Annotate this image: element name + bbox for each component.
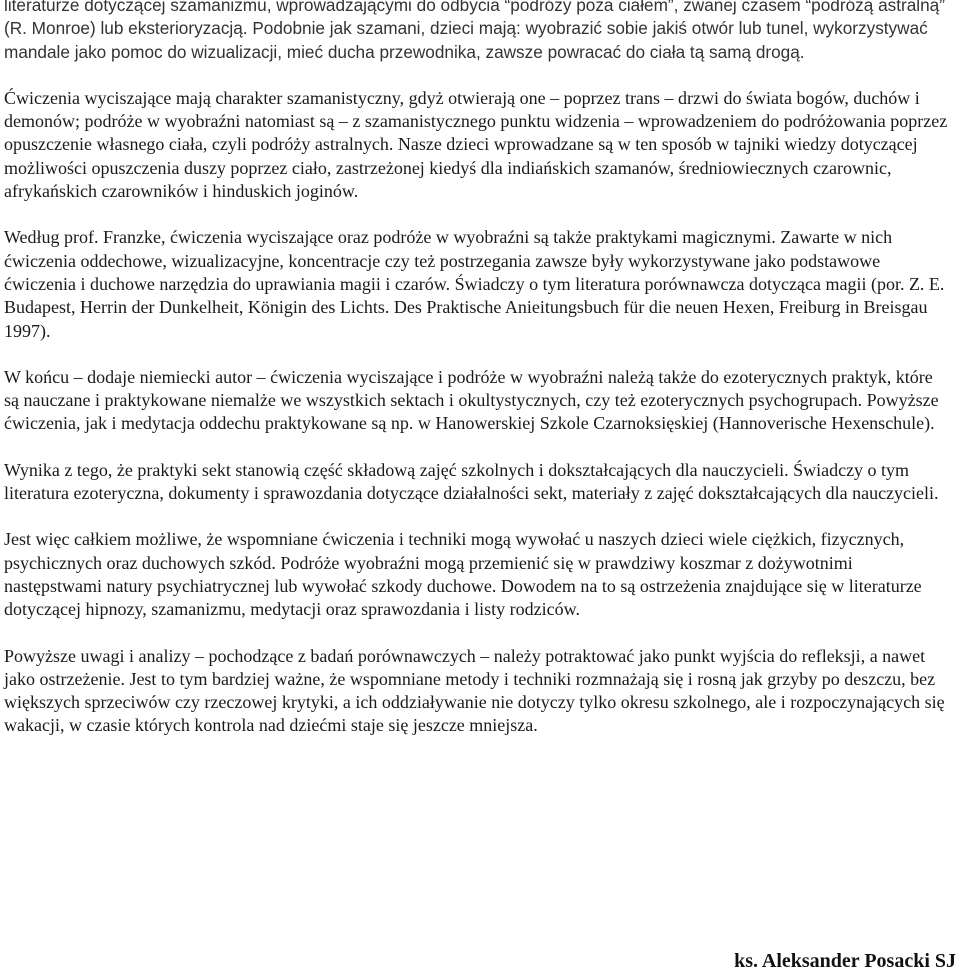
paragraph-esoteric-practices: W końcu – dodaje niemiecki autor – ćwiczenia wyciszające i podróże w wyobraźni należą także do ezoterycznych praktyk, które są nauczane i praktykowane niemalże we wszystkich sektach i okultystycznych, czy też ezoterycznych psychogrupach. Powyższe ćwiczenia, jak i medytacja oddechu praktykowane są np. w Hanowerskiej Szkole Czarnoksięskiej (Hannoverische Hexenschule). xyxy=(4,366,939,434)
paragraph-astral-travel: literaturze dotyczącej szamanizmu, wprowadzającymi do odbycia “podróży poza ciałem”, zwanej czasem “podróżą astralną” (R. Monroe) lub eksterioryzacją. Podobnie jak szamani, dzieci mają: wyobrazić sobie jakiś otwór lub tunel, wykorzystywać mandale jako pomoc do wizualizacji, mieć ducha przewodnika, zawsze powracać do ciała tą samą drogą. xyxy=(4,0,945,62)
paragraph-silencing-exercises: Ćwiczenia wyciszające mają charakter szamanistyczny, gdyż otwierają one – poprzez trans – drzwi do świata bogów, duchów i demonów; podróże w wyobraźni natomiast są – z szamanistycznego punktu widzenia – wprowadzeniem do podróżowania poprzez opuszczenie własnego ciała, czyli podróży astralnych. Nasze dzieci wprowadzane są w ten sposób w tajniki wiedzy dotyczącej możliwości opuszczenia duszy poprzez ciało, zastrzeżonej kiedyś dla indiańskich szamanów, średniowiecznych czarownic, afrykańskich czarowników i hinduskich joginów. xyxy=(4,87,948,202)
author-signature: ks. Aleksander Posacki SJ xyxy=(734,950,956,972)
paragraph-conclusion: Powyższe uwagi i analizy – pochodzące z badań porównawczych – należy potraktować jako punkt wyjścia do refleksji, a nawet jako ostrzeżenie. Jest to tym bardziej ważne, że wspomniane metody i techniki rozmnażają się i rosną jak grzyby po deszczu, bez większych sprzeciwów czy rzeczowej krytyki, a ich oddziaływanie nie dotyczy tylko okresu szkolnego, ale i rozpoczynających się wakacji, w czasie których kontrola nad dziećmi staje się jeszcze mniejsza. xyxy=(4,645,945,736)
paragraph-harm-warning: Jest więc całkiem możliwe, że wspomniane ćwiczenia i techniki mogą wywołać u naszych dzieci wiele ciężkich, fizycznych, psychicznych oraz duchowych szkód. Podróże wyobraźni mogą przemienić się w prawdziwy koszmar z dożywotnimi następstwami natury psychiatrycznej lub wywołać szkody duchowe. Dowodem na to są ostrzeżenia znajdujące się w literaturze dotyczącej hipnozy, szamanizmu, medytacji oraz sprawozdania i listy rodziców. xyxy=(4,529,922,620)
paragraph-sect-practices: Wynika z tego, że praktyki sekt stanowią część składową zajęć szkolnych i dokształcających dla nauczycieli. Świadczy o tym literatura ezoteryczna, dokumenty i sprawozdania dotyczące działalności sekt, materiały z zajęć dokształcających dla nauczycieli. xyxy=(4,459,939,504)
paragraph-franzke: Według prof. Franzke, ćwiczenia wyciszające oraz podróże w wyobraźni są także praktykami magicznymi. Zawarte w nich ćwiczenia oddechowe, wizualizacyjne, koncentracje czy też postrzegania zawsze były wykorzystywane jako podstawowe ćwiczenia i duchowe narzędzia do uprawiania magii i czarów. Świadczy o tym literatura porównawcza dotycząca magii (por. Z. E. Budapest, Herrin der Dunkelheit, Königin des Lichts. Des Praktische Anieitungsbuch für die neuen Hexen, Freiburg in Breisgau 1997). xyxy=(4,227,945,341)
document-body xyxy=(4,0,950,761)
